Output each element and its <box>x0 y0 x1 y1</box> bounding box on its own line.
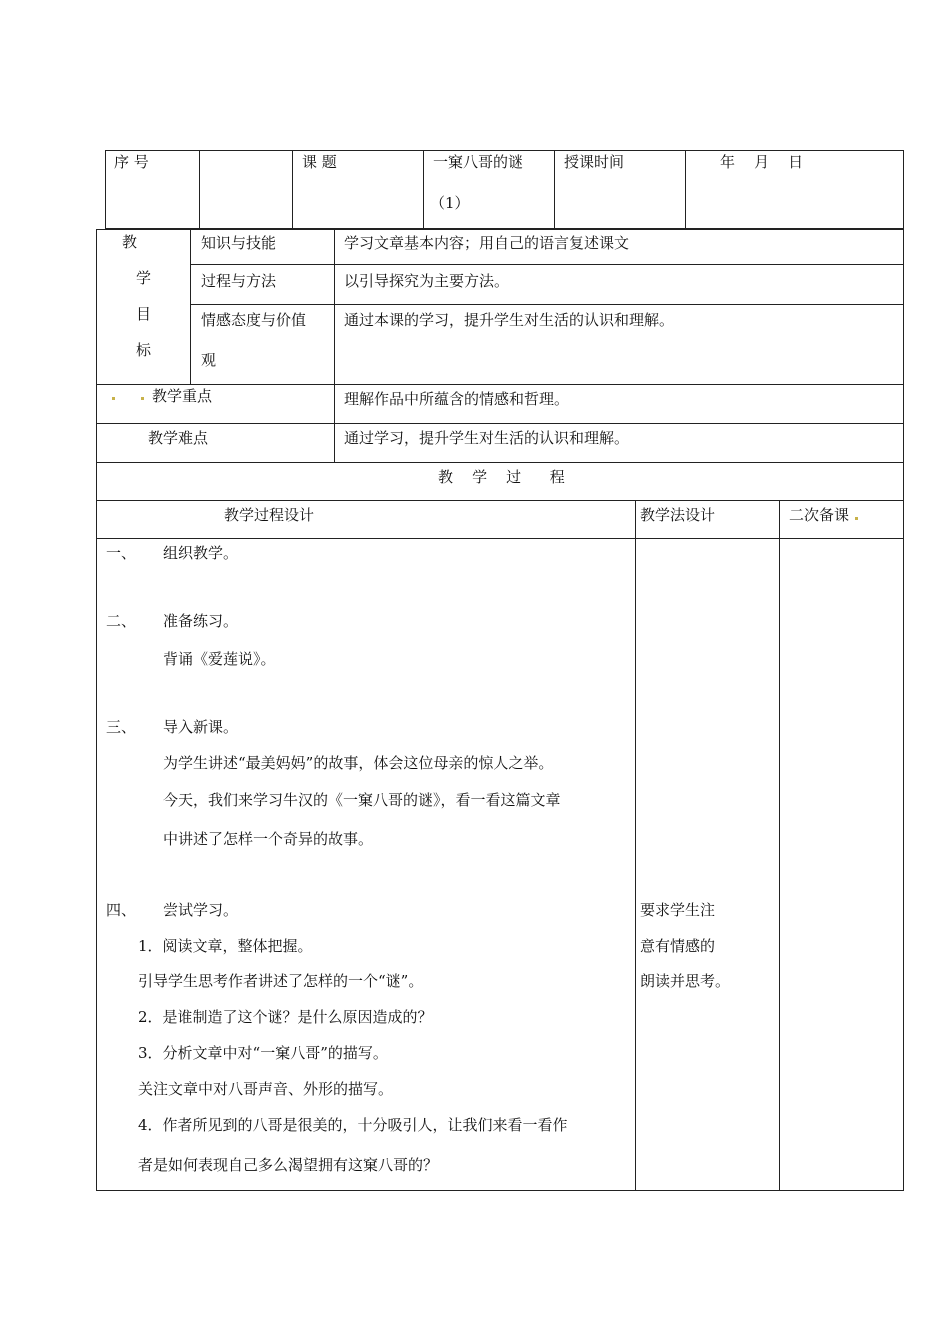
goals-section-label: 标 <box>136 341 152 359</box>
column-header-method: 教学法设计 <box>640 506 716 524</box>
seq-label: 序 号 <box>114 153 149 171</box>
header-divider <box>685 150 686 229</box>
step-detail: 4．作者所见到的八哥是很美的，十分吸引人，让我们来看一看作 <box>138 1116 568 1134</box>
row-line <box>96 462 904 463</box>
topic-title: 一窠八哥的谜 <box>433 153 524 171</box>
goals-section-label: 学 <box>136 269 152 287</box>
step-text: 组织教学。 <box>163 544 239 562</box>
step-detail: 关注文章中对八哥声音、外形的描写。 <box>138 1080 394 1098</box>
column-divider <box>635 500 636 1191</box>
column-header-design: 教学过程设计 <box>224 506 315 524</box>
step-detail: 者是如何表现自己多么渴望拥有这窠八哥的？ <box>138 1156 439 1174</box>
header-divider <box>554 150 555 229</box>
goal-content-process: 以引导探究为主要方法。 <box>344 272 510 290</box>
step-detail: 2．是谁制造了这个谜？是什么原因造成的？ <box>138 1008 433 1026</box>
step-detail: 中讲述了怎样一个奇异的故事。 <box>163 830 374 848</box>
step-detail: 1．阅读文章，整体把握。 <box>138 937 313 955</box>
topic-part: （1） <box>430 194 470 212</box>
goal-label-emotion: 情感态度与价值 <box>201 311 307 329</box>
goals-section-label: 目 <box>136 305 152 323</box>
header-divider <box>199 150 200 229</box>
step-text: 准备练习。 <box>163 612 239 630</box>
goals-divider <box>190 229 191 384</box>
column-header-backup: 二次备课 <box>789 506 850 524</box>
scan-artifact <box>112 397 115 400</box>
difficulty-content: 通过学习，提升学生对生活的认识和理解。 <box>344 429 630 447</box>
row-line <box>96 423 904 424</box>
goals-section-label: 教 <box>122 233 138 251</box>
step-number: 一、 <box>106 544 137 562</box>
focus-content: 理解作品中所蕴含的情感和哲理。 <box>344 390 570 408</box>
scan-artifact <box>855 517 858 520</box>
row-line <box>96 384 904 385</box>
step-detail: 今天，我们来学习牛汉的《一窠八哥的谜》，看一看这篇文章 <box>163 791 561 809</box>
method-note: 朗读并思考。 <box>640 972 731 990</box>
header-divider <box>292 150 293 229</box>
column-divider <box>779 500 780 1191</box>
step-detail: 背诵《爱莲说》。 <box>163 650 276 668</box>
row-line <box>96 500 904 501</box>
header-divider <box>423 150 424 229</box>
method-note: 要求学生注 <box>640 901 716 919</box>
date-text: 年 月 日 <box>720 153 804 171</box>
step-detail: 引导学生思考作者讲述了怎样的一个“谜”。 <box>138 972 424 990</box>
goal-content-knowledge: 学习文章基本内容；用自己的语言复述课文 <box>344 234 630 252</box>
goal-label-process: 过程与方法 <box>201 272 277 290</box>
goal-label-emotion-cont: 观 <box>201 351 217 369</box>
topic-label: 课 题 <box>302 153 337 171</box>
row-line <box>190 304 904 305</box>
goal-label-knowledge: 知识与技能 <box>201 234 277 252</box>
step-number: 三、 <box>106 718 137 736</box>
step-text: 尝试学习。 <box>163 901 239 919</box>
step-detail: 为学生讲述“最美妈妈”的故事，体会这位母亲的惊人之举。 <box>163 754 554 772</box>
process-title: 教 学 过 程 <box>438 468 565 486</box>
step-number: 二、 <box>106 612 137 630</box>
row-line <box>96 538 904 539</box>
step-detail: 3．分析文章中对“一窠八哥”的描写。 <box>138 1044 388 1062</box>
step-text: 导入新课。 <box>163 718 239 736</box>
step-number: 四、 <box>106 901 137 919</box>
time-label: 授课时间 <box>564 153 625 171</box>
scan-artifact <box>141 397 144 400</box>
row-line <box>190 264 904 265</box>
difficulty-label: 教学难点 <box>148 429 209 447</box>
goal-content-emotion: 通过本课的学习，提升学生对生活的认识和理解。 <box>344 311 675 329</box>
method-note: 意有情感的 <box>640 937 716 955</box>
focus-label: 教学重点 <box>152 387 213 405</box>
